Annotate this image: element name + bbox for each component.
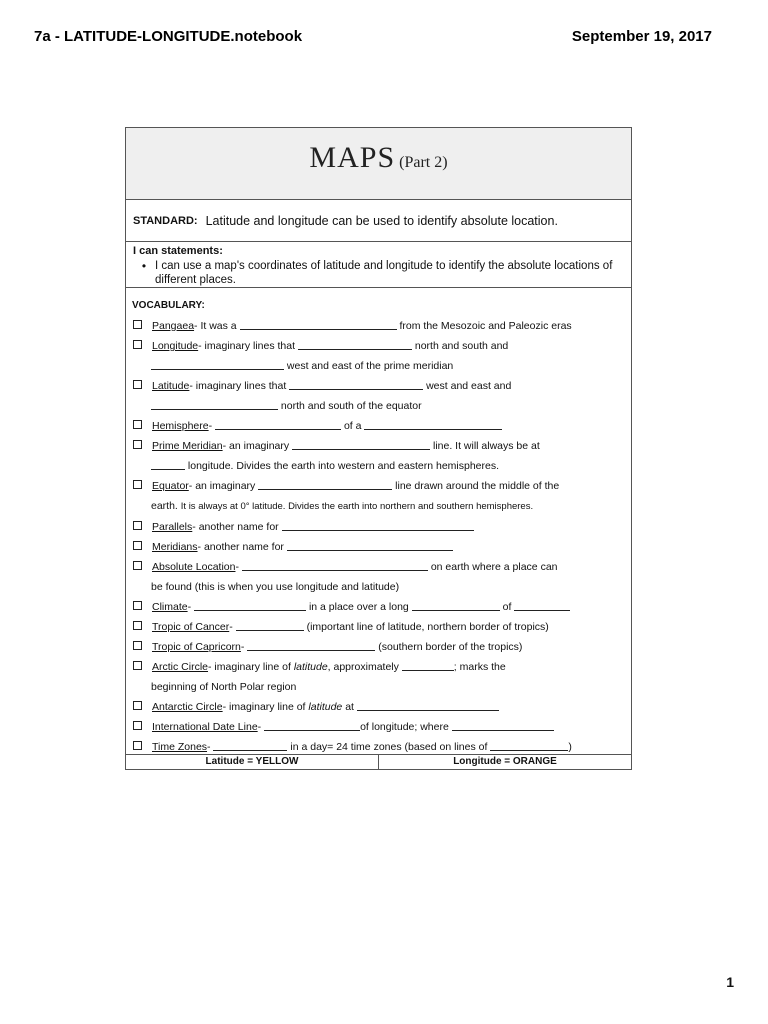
- vocab-item-latitude-cont: [132, 396, 625, 416]
- bullet-icon: •: [141, 259, 147, 273]
- vocab-text: - It was a: [194, 320, 237, 332]
- title-box: [126, 128, 631, 200]
- vocab-item-latitude: [132, 376, 625, 396]
- vocab-text: It is always at 0° latitude. Divides the earth into northern and southern hemispheres.: [180, 501, 534, 512]
- vocab-text: on earth where a place can: [430, 561, 558, 573]
- blank-line[interactable]: [514, 600, 570, 611]
- vocab-text: line drawn around the middle of the: [395, 480, 560, 492]
- blank-line[interactable]: [215, 419, 341, 430]
- checkbox-icon[interactable]: [133, 440, 142, 449]
- vocab-item-prime-meridian: [132, 436, 625, 456]
- vocab-item-meridians: [132, 537, 625, 557]
- checkbox-icon[interactable]: [133, 480, 142, 489]
- vocab-text: (southern border of the tropics): [378, 641, 523, 653]
- vocab-term: Pangaea: [152, 320, 195, 332]
- vocab-text: in a day= 24 time zones (based on lines of: [290, 741, 488, 753]
- blank-line[interactable]: [452, 720, 554, 731]
- sheet-title: MAPS: [309, 141, 396, 174]
- vocab-item-hemisphere: [132, 416, 625, 436]
- checkbox-icon[interactable]: [133, 601, 142, 610]
- vocab-text: at: [345, 701, 354, 713]
- vocab-text: of: [502, 601, 512, 613]
- latitude-key: Latitude = YELLOW: [126, 755, 379, 769]
- vocab-italic: latitude: [293, 661, 328, 673]
- vocab-item-absolute-location: [132, 557, 625, 577]
- vocab-text: , approximately: [327, 661, 399, 673]
- ican-label: I can statements:: [133, 245, 223, 257]
- vocab-term: Equator: [152, 480, 189, 492]
- checkbox-icon[interactable]: [133, 521, 142, 530]
- vocab-text: -: [229, 621, 233, 633]
- blank-line[interactable]: [151, 399, 278, 410]
- vocab-term: Arctic Circle: [152, 661, 209, 673]
- blank-line[interactable]: [364, 419, 502, 430]
- vocab-term: Parallels: [152, 521, 193, 533]
- vocab-text: west and east of the prime meridian: [286, 360, 454, 372]
- checkbox-icon[interactable]: [133, 741, 142, 750]
- vocab-term: Meridians: [152, 541, 198, 553]
- page-number: 1: [726, 974, 734, 990]
- vocab-term: Latitude: [152, 380, 190, 392]
- date-label: September 19, 2017: [571, 28, 712, 45]
- vocab-text: - imaginary line of: [208, 661, 291, 673]
- standard-row: [126, 200, 631, 242]
- vocab-text: earth.: [151, 500, 178, 512]
- vocab-item-tropic-of-cancer: [132, 617, 625, 637]
- vocab-item-tropic-of-capricorn: [132, 637, 625, 657]
- blank-line[interactable]: [412, 600, 500, 611]
- vocab-text: - an imaginary: [222, 440, 290, 452]
- checkbox-icon[interactable]: [133, 541, 142, 550]
- vocab-text: - another name for: [197, 541, 284, 553]
- ican-item: [133, 259, 624, 287]
- ican-section: [126, 242, 631, 288]
- vocab-text: -: [208, 420, 213, 432]
- vocab-item-pangaea: [132, 316, 625, 336]
- vocab-text: line. It will always be at: [432, 440, 540, 452]
- vocab-text: -: [240, 641, 245, 653]
- blank-line[interactable]: [194, 600, 306, 611]
- checkbox-icon[interactable]: [133, 661, 142, 670]
- vocab-item-prime-meridian-cont: [132, 456, 625, 476]
- blank-line[interactable]: [490, 740, 568, 751]
- vocab-text: of a: [343, 420, 362, 432]
- vocab-text: -: [235, 561, 239, 573]
- vocab-text: beginning of North Polar region: [151, 681, 297, 693]
- sheet-subtitle: (Part 2): [399, 154, 448, 171]
- vocab-item-arctic-circle: [132, 657, 625, 677]
- blank-line[interactable]: [264, 720, 360, 731]
- vocab-term: Longitude: [152, 340, 199, 352]
- vocab-term: Tropic of Capricorn: [152, 641, 241, 653]
- vocab-text: (important line of latitude, northern border of tropics): [306, 621, 549, 633]
- blank-line[interactable]: [258, 479, 392, 490]
- vocab-item-time-zones: [132, 737, 625, 757]
- vocab-item-longitude-cont: [132, 356, 625, 376]
- vocab-item-equator: [132, 476, 625, 496]
- blank-line[interactable]: [236, 620, 304, 631]
- blank-line[interactable]: [287, 540, 453, 551]
- vocab-item-arctic-circle-cont: [132, 677, 625, 697]
- checkbox-icon[interactable]: [133, 721, 142, 730]
- blank-line[interactable]: [213, 740, 287, 751]
- checkbox-icon[interactable]: [133, 701, 142, 710]
- standard-text: Latitude and longitude can be used to identify absolute location.: [205, 213, 558, 228]
- vocab-text: of longitude; where: [360, 721, 449, 733]
- checkbox-icon[interactable]: [133, 380, 142, 389]
- vocab-item-equator-cont: [132, 496, 625, 517]
- vocab-term: Antarctic Circle: [152, 701, 223, 713]
- vocabulary-section: [126, 288, 631, 754]
- vocab-text: north and south and: [414, 340, 509, 352]
- checkbox-icon[interactable]: [133, 420, 142, 429]
- vocab-text: from the Mesozoic and Paleozic eras: [399, 320, 572, 332]
- vocab-text: - imaginary lines that: [198, 340, 296, 352]
- vocab-term: Tropic of Cancer: [152, 621, 230, 633]
- blank-line[interactable]: [247, 640, 375, 651]
- vocab-text: north and south of the equator: [280, 400, 422, 412]
- vocab-item-parallels: [132, 517, 625, 537]
- vocab-item-climate: [132, 597, 625, 617]
- vocab-text: ): [568, 741, 572, 753]
- vocab-text: -: [187, 601, 192, 613]
- vocab-text: - imaginary lines that: [189, 380, 287, 392]
- ican-text: I can use a map's coordinates of latitude and longitude to identify the absolute locations of different places.: [155, 260, 613, 286]
- vocab-term: Climate: [152, 601, 188, 613]
- blank-line[interactable]: [289, 379, 423, 390]
- blank-line[interactable]: [151, 359, 284, 370]
- blank-line[interactable]: [151, 459, 185, 470]
- vocab-text: -: [257, 721, 262, 733]
- vocab-item-longitude: [132, 336, 625, 356]
- vocab-text: - another name for: [192, 521, 279, 533]
- blank-line[interactable]: [282, 520, 474, 531]
- blank-line[interactable]: [292, 439, 430, 450]
- vocab-text: west and east and: [426, 380, 512, 392]
- vocab-text: -: [207, 741, 211, 753]
- color-key: [126, 754, 631, 769]
- blank-line[interactable]: [298, 339, 412, 350]
- vocab-term: Hemisphere: [152, 420, 209, 432]
- vocab-text: in a place over a long: [308, 601, 409, 613]
- checkbox-icon[interactable]: [133, 621, 142, 630]
- vocab-text: be found (this is when you use longitude and latitude): [151, 581, 400, 593]
- vocab-term: Time Zones: [152, 741, 208, 753]
- blank-line[interactable]: [402, 660, 454, 671]
- vocab-item-antarctic-circle: [132, 697, 625, 717]
- vocab-label: VOCABULARY:: [132, 300, 205, 311]
- worksheet: [125, 127, 632, 770]
- standard-label: STANDARD:: [133, 214, 198, 227]
- file-title: 7a - LATITUDE-LONGITUDE.notebook: [34, 28, 303, 45]
- vocab-text: longitude. Divides the earth into western and eastern hemispheres.: [187, 460, 500, 472]
- blank-line[interactable]: [242, 560, 428, 571]
- checkbox-icon[interactable]: [133, 561, 142, 570]
- checkbox-icon[interactable]: [133, 340, 142, 349]
- checkbox-icon[interactable]: [133, 641, 142, 650]
- vocab-text: ; marks the: [453, 661, 506, 673]
- longitude-key: Longitude = ORANGE: [453, 756, 557, 767]
- vocab-italic: latitude: [308, 701, 343, 713]
- vocab-item-absolute-location-cont: [132, 577, 625, 597]
- vocab-text: - an imaginary: [188, 480, 256, 492]
- vocab-term: International Date Line: [152, 721, 258, 733]
- vocab-item-international-date-line: [132, 717, 625, 737]
- blank-line[interactable]: [240, 319, 397, 330]
- vocab-term: Absolute Location: [152, 561, 236, 573]
- vocab-text: - imaginary line of: [222, 701, 306, 713]
- blank-line[interactable]: [357, 700, 499, 711]
- checkbox-icon[interactable]: [133, 320, 142, 329]
- vocab-term: Prime Meridian: [152, 440, 223, 452]
